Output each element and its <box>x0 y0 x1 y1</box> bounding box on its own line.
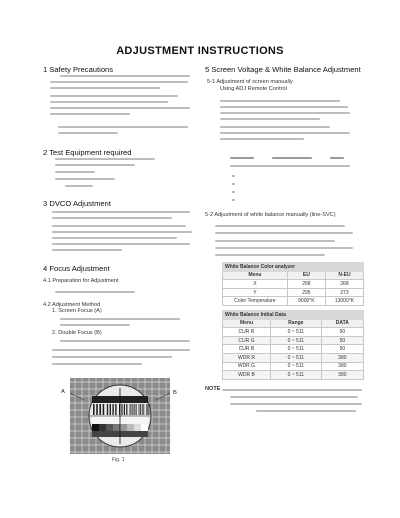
table-cell: 380 <box>321 362 363 371</box>
text-line <box>52 349 190 351</box>
table-cell: 50 <box>321 345 363 354</box>
subsection-screen-manual: 5-1 Adjustment of screen manually <box>207 79 293 85</box>
text-line <box>52 217 172 219</box>
text-line <box>50 101 168 103</box>
column-header: N-EU <box>325 271 363 280</box>
text-line <box>220 106 348 108</box>
column-header: Menu <box>223 271 288 280</box>
bullet-dot <box>232 191 235 193</box>
label-b: B <box>173 390 177 396</box>
text-line <box>215 254 325 256</box>
text-line <box>215 232 353 234</box>
table-row <box>223 371 364 380</box>
table-cell: 268 <box>287 280 325 289</box>
text-line <box>58 132 118 134</box>
text-line <box>220 118 320 120</box>
table-row <box>223 288 364 297</box>
table-cell: 0 ~ 511 <box>270 371 321 380</box>
text-line <box>52 231 192 233</box>
text-line <box>256 410 356 412</box>
text-line <box>52 356 172 358</box>
text-line <box>220 132 350 134</box>
table-cell: 273 <box>325 288 363 297</box>
text-line <box>220 100 340 102</box>
section-dvco-heading: 3 DVCO Adjustment <box>43 199 111 208</box>
text-line <box>52 243 190 245</box>
text-line <box>52 363 142 365</box>
text-line <box>55 291 135 293</box>
table-cell: CUR R <box>223 328 271 337</box>
table-row <box>223 297 364 306</box>
subsection-method: 4.2 Adjustment Method <box>43 302 101 308</box>
text-line <box>230 165 350 167</box>
text-line <box>55 178 115 180</box>
text-line <box>65 185 93 187</box>
table-cell: WDR R <box>223 353 271 362</box>
column-header: DATA <box>321 319 363 328</box>
table-caption: White Balance Color analyzer <box>223 263 364 272</box>
table-cell: Color Temperature <box>223 297 288 306</box>
text-line <box>55 158 155 160</box>
text-line <box>55 171 95 173</box>
subsection-white-balance: 5-2 Adjustment of white balance manually (line-SVC) <box>205 212 336 218</box>
text-line <box>220 138 304 140</box>
table-cell: 0 ~ 511 <box>270 328 321 337</box>
table-cell: 380 <box>321 371 363 380</box>
text-line <box>272 157 312 159</box>
table-cell: 0 ~ 511 <box>270 345 321 354</box>
table-cell: 295 <box>287 288 325 297</box>
text-line <box>58 126 188 128</box>
bullet-dot <box>232 175 235 177</box>
text-line <box>60 324 130 326</box>
section-safety-heading: 1 Safety Precautions <box>43 65 114 74</box>
subsection-screen-focus: 1. Screen Focus (A) <box>52 308 102 314</box>
section-equipment-heading: 2 Test Equipment required <box>43 148 132 157</box>
color-analyzer-table <box>222 262 364 306</box>
text-line <box>52 225 186 227</box>
text-line <box>50 95 178 97</box>
text-line <box>215 240 335 242</box>
text-line <box>230 403 362 405</box>
table-row <box>223 336 364 345</box>
bullet-dot <box>232 183 235 185</box>
text-line <box>52 237 177 239</box>
table-cell: X <box>223 280 288 289</box>
text-line <box>52 211 190 213</box>
table-cell: CUR G <box>223 336 271 345</box>
table-cell: 50 <box>321 336 363 345</box>
subsection-preparation: 4.1 Preparation for Adjustment <box>43 278 119 284</box>
text-line <box>215 247 353 249</box>
table-cell: 268 <box>325 280 363 289</box>
section-screen-voltage-heading: 5 Screen Voltage & White Balance Adjustment <box>205 65 361 74</box>
test-pattern-figure <box>70 378 170 454</box>
text-line <box>215 225 345 227</box>
table-cell: 0 ~ 511 <box>270 336 321 345</box>
column-header: Menu <box>223 319 271 328</box>
figure-caption: Fig. 1 <box>112 457 125 463</box>
table-cell: WDR G <box>223 362 271 371</box>
text-line <box>230 157 254 159</box>
table-cell: 0 ~ 511 <box>270 353 321 362</box>
table-row <box>223 280 364 289</box>
text-line <box>60 340 190 342</box>
table-row <box>223 328 364 337</box>
label-a: A <box>61 389 65 395</box>
page-title: ADJUSTMENT INSTRUCTIONS <box>116 45 284 57</box>
table-cell: 380 <box>321 353 363 362</box>
table-cell: 0 ~ 511 <box>270 362 321 371</box>
text-line <box>50 113 130 115</box>
table-caption: White Balance Initial Data <box>223 311 364 320</box>
section-focus-heading: 4 Focus Adjustment <box>43 264 110 273</box>
text-line <box>330 157 344 159</box>
table-row <box>223 353 364 362</box>
initial-data-table <box>222 310 364 380</box>
note-label: NOTE <box>205 386 221 392</box>
table-row <box>223 362 364 371</box>
text-line <box>220 126 330 128</box>
text-line <box>55 164 135 166</box>
bullet-dot <box>232 199 235 201</box>
table-cell: 9000°K <box>287 297 325 306</box>
text-line <box>222 389 362 391</box>
text-line <box>220 112 350 114</box>
table-cell: Y <box>223 288 288 297</box>
text-line <box>50 107 190 109</box>
text-line <box>60 318 180 320</box>
table-cell: CUR B <box>223 345 271 354</box>
text-line <box>230 396 358 398</box>
table-cell: 13000°K <box>325 297 363 306</box>
text-line <box>50 81 188 83</box>
column-header: EU <box>287 271 325 280</box>
text-line <box>52 249 122 251</box>
table-row <box>223 345 364 354</box>
column-header: Range <box>270 319 321 328</box>
subsection-double-focus: 2. Double Focus (B) <box>52 330 102 336</box>
text-line <box>60 75 190 77</box>
text-line <box>50 87 160 89</box>
table-cell: 50 <box>321 328 363 337</box>
table-cell: WDR B <box>223 371 271 380</box>
subsection-adj-remote: Using ADJ Remote Control <box>220 86 287 92</box>
